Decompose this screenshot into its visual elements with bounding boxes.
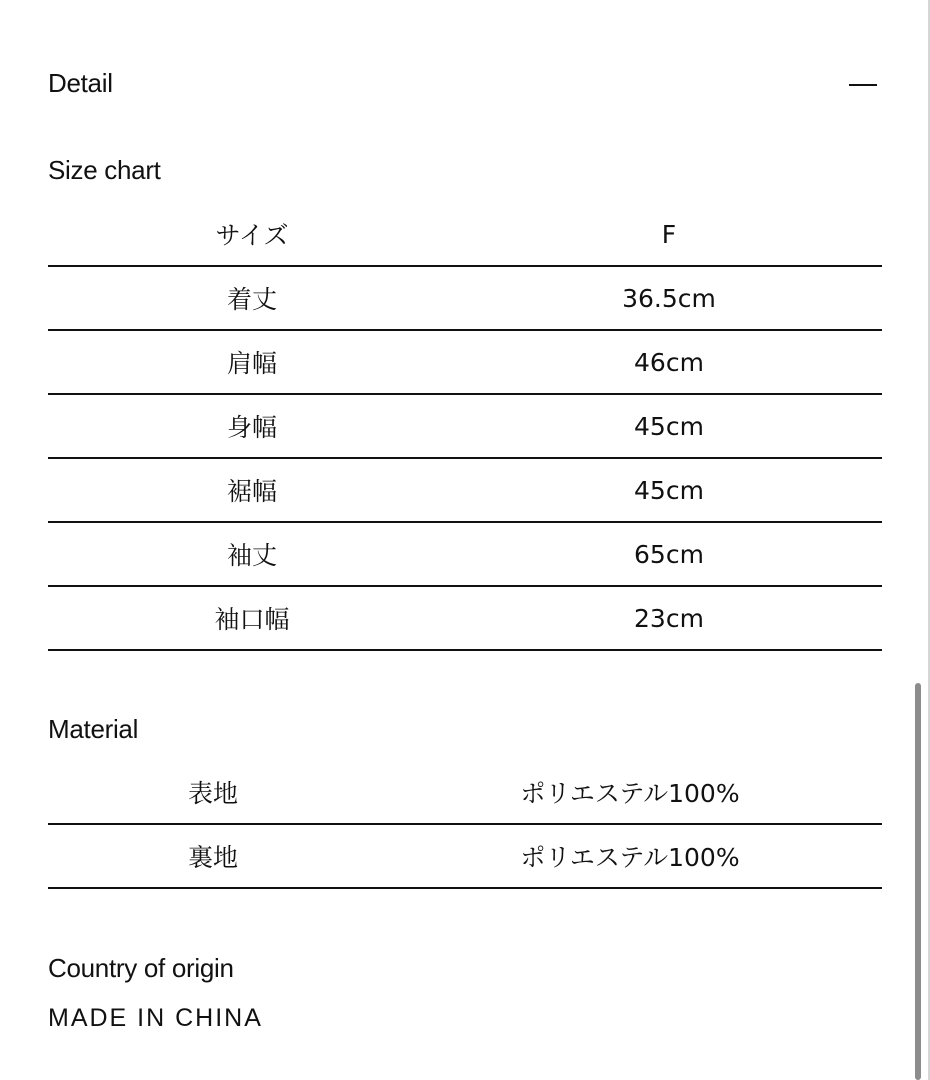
material-table xyxy=(48,761,882,889)
collapse-button[interactable] xyxy=(846,70,880,100)
table-row xyxy=(48,586,882,650)
origin-title: Country of origin xyxy=(48,953,234,983)
material-row-value: ポリエステル100% xyxy=(378,761,882,824)
size-row-label: 身幅 xyxy=(48,394,456,458)
size-row-label: 袖口幅 xyxy=(48,586,456,650)
size-row-value: 46cm xyxy=(456,330,882,394)
table-row xyxy=(48,458,882,522)
minus-icon xyxy=(849,84,877,86)
table-row xyxy=(48,761,882,824)
size-row-value: 45cm xyxy=(456,394,882,458)
size-header-label: サイズ xyxy=(48,203,456,266)
material-title: Material xyxy=(48,714,139,744)
material-row-value: ポリエステル100% xyxy=(378,824,882,888)
table-row xyxy=(48,824,882,888)
table-row xyxy=(48,394,882,458)
scrollbar-thumb[interactable] xyxy=(915,683,921,1080)
table-row xyxy=(48,522,882,586)
size-row-label: 裾幅 xyxy=(48,458,456,522)
size-row-value: 36.5cm xyxy=(456,266,882,330)
size-chart-table xyxy=(48,203,882,651)
size-header-value: F xyxy=(456,203,882,266)
table-row xyxy=(48,330,882,394)
size-row-value: 23cm xyxy=(456,586,882,650)
table-row xyxy=(48,266,882,330)
size-row-label: 着丈 xyxy=(48,266,456,330)
size-row-value: 65cm xyxy=(456,522,882,586)
size-row-value: 45cm xyxy=(456,458,882,522)
size-chart-title: Size chart xyxy=(48,155,161,185)
origin-value: MADE IN CHINA xyxy=(48,1004,263,1032)
size-row-label: 袖丈 xyxy=(48,522,456,586)
material-row-label: 裏地 xyxy=(48,824,378,888)
size-chart-header-row xyxy=(48,203,882,266)
material-row-label: 表地 xyxy=(48,761,378,824)
size-row-label: 肩幅 xyxy=(48,330,456,394)
detail-title: Detail xyxy=(48,68,113,98)
